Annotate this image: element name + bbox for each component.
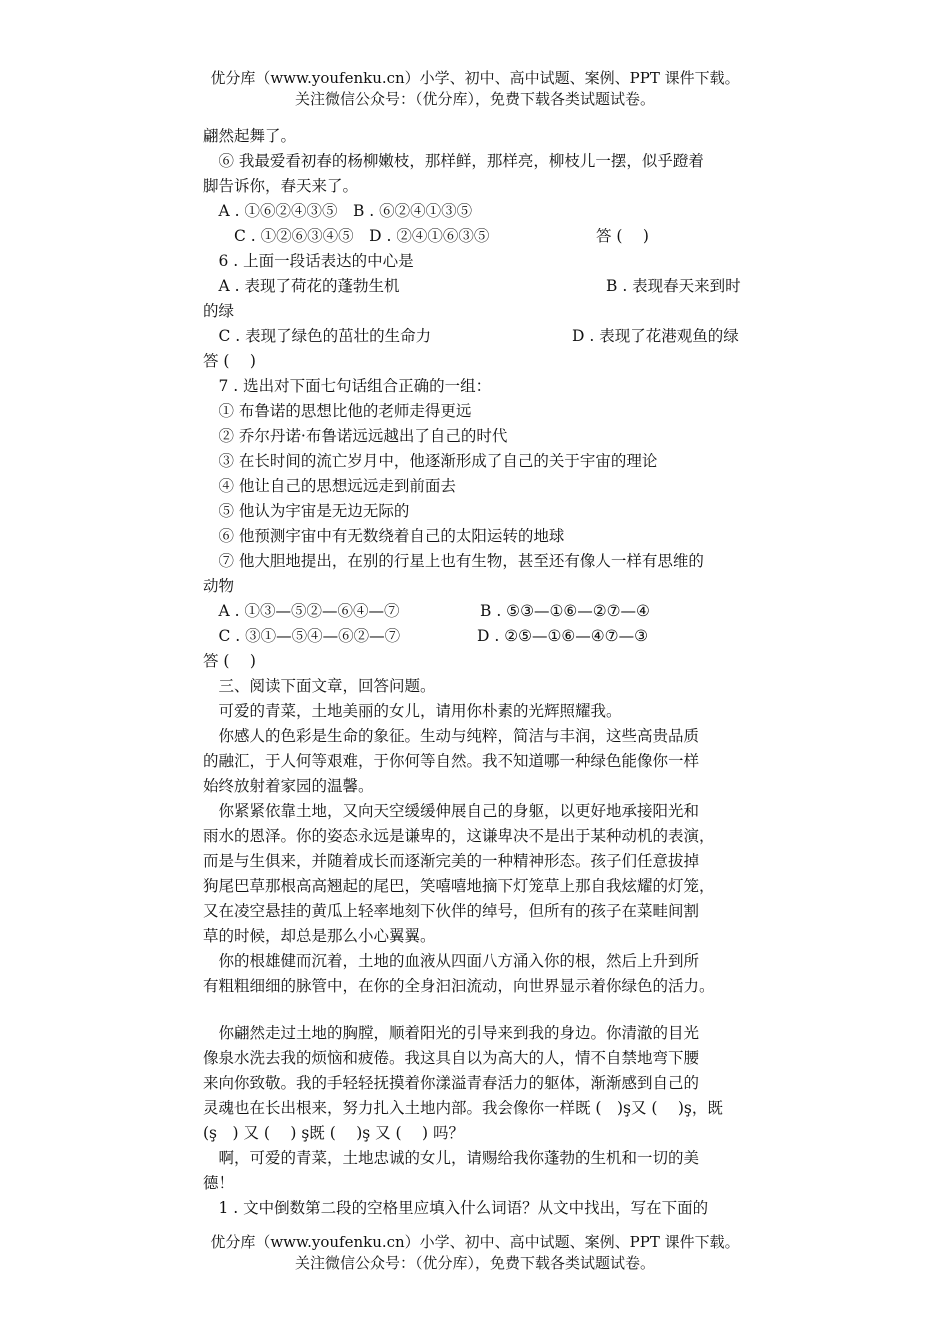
text-line: 翩然起舞了。 <box>203 127 297 145</box>
text-line: 的融汇，于人何等艰难，于你何等自然。我不知道哪一种绿色能像你一样 <box>203 752 700 770</box>
footer-line-1: 优分库（www.youfenku.cn）小学、初中、高中试题、案例、PPT 课件下载。 <box>210 1233 740 1251</box>
text-line: 你紧紧依靠土地，又向天空缓缓伸展自己的身躯，以更好地承接阳光和 <box>203 802 700 820</box>
option-line: A . ①⑥②④③⑤ B . ⑥②④①③⑤ <box>203 202 473 220</box>
text-line: ⑦ 他大胆地提出，在别的行星上也有生物，甚至还有像人一样有思维的 <box>203 552 704 570</box>
text-line: 像泉水洗去我的烦恼和疲倦。我这具自以为高大的人，情不自禁地弯下腰 <box>203 1049 700 1067</box>
option-line: A . 表现了荷花的蓬勃生机 <box>203 277 400 295</box>
text-line: 草的时候，却总是那么小心翼翼。 <box>203 927 436 945</box>
answer-blank: 答 ( ) <box>596 227 649 245</box>
text-line: 德！ <box>203 1174 235 1192</box>
option-line: C . ③①—⑤④—⑥②—⑦ <box>203 627 401 645</box>
text-line: 你翩然走过土地的胸膛，顺着阳光的引导来到我的身边。你清澈的目光 <box>203 1024 700 1042</box>
text-line: ⑥ 我最爱看初春的杨柳嫩枝，那样鲜，那样亮，柳枝儿一摆，似乎蹬着 <box>203 152 704 170</box>
text-line: 始终放射着家园的温馨。 <box>203 777 374 795</box>
text-line: ① 布鲁诺的思想比他的老师走得更远 <box>203 402 472 420</box>
header-line-1: 优分库（www.youfenku.cn）小学、初中、高中试题、案例、PPT 课件下载。 <box>210 69 740 87</box>
option-line: D . ②⑤—①⑥—④⑦—③ <box>477 627 648 645</box>
text-line: 又在凌空悬挂的黄瓜上轻率地刻下伙伴的绰号，但所有的孩子在菜畦间割 <box>203 902 700 920</box>
text-line: 狗尾巴草那根高高翘起的尾巴，笑嘻嘻地摘下灯笼草上那自我炫耀的灯笼， <box>203 877 715 895</box>
text-line: 的绿 <box>203 302 235 320</box>
text-line: 灵魂也在长出根来，努力扎入土地内部。我会像你一样既 ( )ş又 ( )ş，既 <box>203 1099 723 1117</box>
option-line: C . ①②⑥③④⑤ D . ②④①⑥③⑤ <box>203 227 490 245</box>
option-line: A . ①③—⑤②—⑥④—⑦ <box>203 602 400 620</box>
text-line: ④ 他让自己的思想远远走到前面去 <box>203 477 456 495</box>
header-line-2: 关注微信公众号：（优分库），免费下载各类试题试卷。 <box>294 90 655 108</box>
option-line: D . 表现了花港观鱼的绿 <box>572 327 739 345</box>
option-line: C . 表现了绿色的茁壮的生命力 <box>203 327 432 345</box>
option-line: B . ⑤③—①⑥—②⑦—④ <box>480 602 650 620</box>
text-line: (ş ) 又 ( ) ş既 ( )ş 又 ( ) 吗？ <box>203 1124 465 1142</box>
footer-line-2: 关注微信公众号：（优分库），免费下载各类试题试卷。 <box>294 1254 655 1272</box>
text-line: 啊，可爱的青菜，土地忠诚的女儿，请赐给我你蓬勃的生机和一切的美 <box>203 1149 700 1167</box>
text-line: 脚告诉你，春天来了。 <box>203 177 359 195</box>
text-line: 雨水的恩泽。你的姿态永远是谦卑的，这谦卑决不是出于某种动机的表演， <box>203 827 715 845</box>
question-line: 6 . 上面一段话表达的中心是 <box>203 252 414 270</box>
section-heading: 三、阅读下面文章，回答问题。 <box>203 677 436 695</box>
text-line: 而是与生俱来，并随着成长而逐渐完美的一种精神形态。孩子们任意拔掉 <box>203 852 700 870</box>
answer-blank: 答 ( ) <box>203 652 256 670</box>
text-line: ⑤ 他认为宇宙是无边无际的 <box>203 502 410 520</box>
text-line: 你感人的色彩是生命的象征。生动与纯粹，简洁与丰润，这些高贵品质 <box>203 727 700 745</box>
answer-blank: 答 ( ) <box>203 352 256 370</box>
page-footer <box>0 1232 950 1274</box>
text-line: 可爱的青菜，土地美丽的女儿，请用你朴素的光辉照耀我。 <box>203 702 622 720</box>
text-line: 来向你致敬。我的手轻轻抚摸着你漾溢青春活力的躯体，渐渐感到自己的 <box>203 1074 700 1092</box>
text-line: 有粗粗细细的脉管中，在你的全身汩汩流动，向世界显示着你绿色的活力。 <box>203 977 715 995</box>
question-line: 1 . 文中倒数第二段的空格里应填入什么词语？从文中找出，写在下面的 <box>203 1199 709 1217</box>
question-line: 7 . 选出对下面七句话组合正确的一组： <box>203 377 492 395</box>
page-header <box>0 68 950 110</box>
text-line: ③ 在长时间的流亡岁月中，他逐渐形成了自己的关于宇宙的理论 <box>203 452 658 470</box>
option-line: B . 表现春天来到时 <box>606 277 741 295</box>
text-line: 动物 <box>203 577 235 595</box>
text-line: 你的根雄健而沉着，土地的血液从四面八方涌入你的根，然后上升到所 <box>203 952 700 970</box>
text-line: ② 乔尔丹诺·布鲁诺远远越出了自己的时代 <box>203 427 508 445</box>
text-line: ⑥ 他预测宇宙中有无数绕着自己的太阳运转的地球 <box>203 527 565 545</box>
